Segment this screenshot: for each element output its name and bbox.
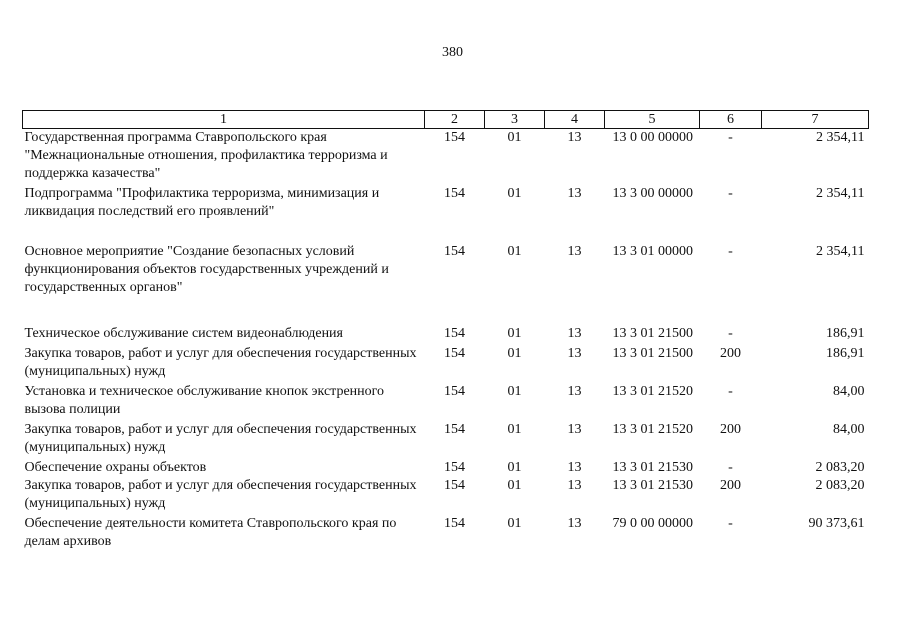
row-col-7: 84,00 <box>833 384 865 399</box>
row-name: Основное мероприятие "Создание безопасных условий функционирования объектов государственных учреждений и государственных органов" <box>24 244 389 295</box>
row-col-7: 2 083,20 <box>815 460 865 475</box>
row-col-3: 01 <box>507 384 522 399</box>
row-col-3: 01 <box>507 478 522 493</box>
row-col-4: 13 <box>567 478 582 493</box>
row-col-3: 01 <box>507 516 522 531</box>
row-col-7: 2 083,20 <box>815 478 865 493</box>
header-row <box>23 111 869 129</box>
row-col-5: 13 3 01 21530 <box>612 460 693 475</box>
row-col-2: 154 <box>444 186 465 201</box>
table-row <box>23 345 869 383</box>
row-col-6: 200 <box>720 422 741 437</box>
row-col-2: 154 <box>444 244 465 259</box>
row-name: Обеспечение деятельности комитета Ставропольского края по делам архивов <box>24 516 397 549</box>
row-col-7: 84,00 <box>833 422 865 437</box>
row-col-7: 186,91 <box>826 346 865 361</box>
row-col-2: 154 <box>444 478 465 493</box>
table-header <box>23 111 869 129</box>
row-col-5: 13 3 01 21500 <box>612 346 693 361</box>
table-row <box>23 325 869 345</box>
column-header-4: 4 <box>545 111 605 129</box>
row-col-4: 13 <box>567 516 582 531</box>
row-col-6: - <box>728 326 733 341</box>
row-col-2: 154 <box>444 516 465 531</box>
row-col-4: 13 <box>567 326 582 341</box>
column-header-2: 2 <box>425 111 485 129</box>
row-name: Установка и техническое обслуживание кнопок экстренного вызова полиции <box>24 384 385 417</box>
row-col-3: 01 <box>507 186 522 201</box>
budget-table <box>22 110 869 551</box>
table-row <box>23 477 869 515</box>
table-row <box>23 383 869 421</box>
table-row <box>23 459 869 477</box>
row-col-7: 2 354,11 <box>816 186 865 201</box>
row-col-2: 154 <box>444 384 465 399</box>
table-row <box>23 129 869 186</box>
row-name: Закупка товаров, работ и услуг для обеспечения государственных (муниципальных) нужд <box>24 346 417 379</box>
column-header-5: 5 <box>605 111 700 129</box>
row-col-3: 01 <box>507 460 522 475</box>
row-col-5: 13 3 01 21520 <box>612 384 693 399</box>
column-header-3: 3 <box>485 111 545 129</box>
row-col-4: 13 <box>567 460 582 475</box>
row-col-6: - <box>728 516 733 531</box>
row-col-4: 13 <box>567 186 582 201</box>
column-header-6: 6 <box>700 111 762 129</box>
row-col-3: 01 <box>507 244 522 259</box>
row-col-5: 13 3 01 21500 <box>612 326 693 341</box>
page-number: 380 <box>442 45 463 60</box>
table-row <box>23 515 869 551</box>
row-name: Обеспечение охраны объектов <box>24 460 207 475</box>
row-col-7: 186,91 <box>826 326 865 341</box>
row-name: Техническое обслуживание систем видеонаблюдения <box>24 326 343 341</box>
row-col-2: 154 <box>444 130 465 145</box>
row-col-5: 79 0 00 00000 <box>612 516 693 531</box>
row-col-2: 154 <box>444 422 465 437</box>
row-col-4: 13 <box>567 244 582 259</box>
row-name: Закупка товаров, работ и услуг для обеспечения государственных (муниципальных) нужд <box>24 422 417 455</box>
row-col-5: 13 3 01 21530 <box>612 478 693 493</box>
row-col-3: 01 <box>507 422 522 437</box>
row-name: Подпрограмма "Профилактика терроризма, минимизация и ликвидация последствий его проявлений" <box>24 186 380 219</box>
row-col-4: 13 <box>567 384 582 399</box>
column-header-1: 1 <box>23 111 425 129</box>
row-col-5: 13 3 00 00000 <box>612 186 693 201</box>
row-col-3: 01 <box>507 346 522 361</box>
row-col-3: 01 <box>507 326 522 341</box>
row-col-7: 90 373,61 <box>808 516 865 531</box>
row-col-4: 13 <box>567 422 582 437</box>
row-col-5: 13 0 00 00000 <box>612 130 693 145</box>
row-col-6: - <box>728 460 733 475</box>
row-col-2: 154 <box>444 346 465 361</box>
table-row <box>23 185 869 243</box>
row-col-6: 200 <box>720 478 741 493</box>
row-col-6: - <box>728 384 733 399</box>
row-col-6: - <box>728 244 733 259</box>
row-col-6: 200 <box>720 346 741 361</box>
column-header-7: 7 <box>762 111 869 129</box>
row-col-4: 13 <box>567 346 582 361</box>
row-col-5: 13 3 01 21520 <box>612 422 693 437</box>
table-row <box>23 243 869 325</box>
row-col-4: 13 <box>567 130 582 145</box>
row-name: Закупка товаров, работ и услуг для обеспечения государственных (муниципальных) нужд <box>24 478 417 511</box>
table-body <box>23 129 869 552</box>
row-col-3: 01 <box>507 130 522 145</box>
row-col-7: 2 354,11 <box>816 244 865 259</box>
row-col-7: 2 354,11 <box>816 130 865 145</box>
row-col-5: 13 3 01 00000 <box>612 244 693 259</box>
row-col-6: - <box>728 186 733 201</box>
row-name: Государственная программа Ставропольского края "Межнациональные отношения, профилактика терроризма и поддержка казачества" <box>24 130 388 181</box>
row-col-6: - <box>728 130 733 145</box>
table-row <box>23 421 869 459</box>
row-col-2: 154 <box>444 326 465 341</box>
row-col-2: 154 <box>444 460 465 475</box>
